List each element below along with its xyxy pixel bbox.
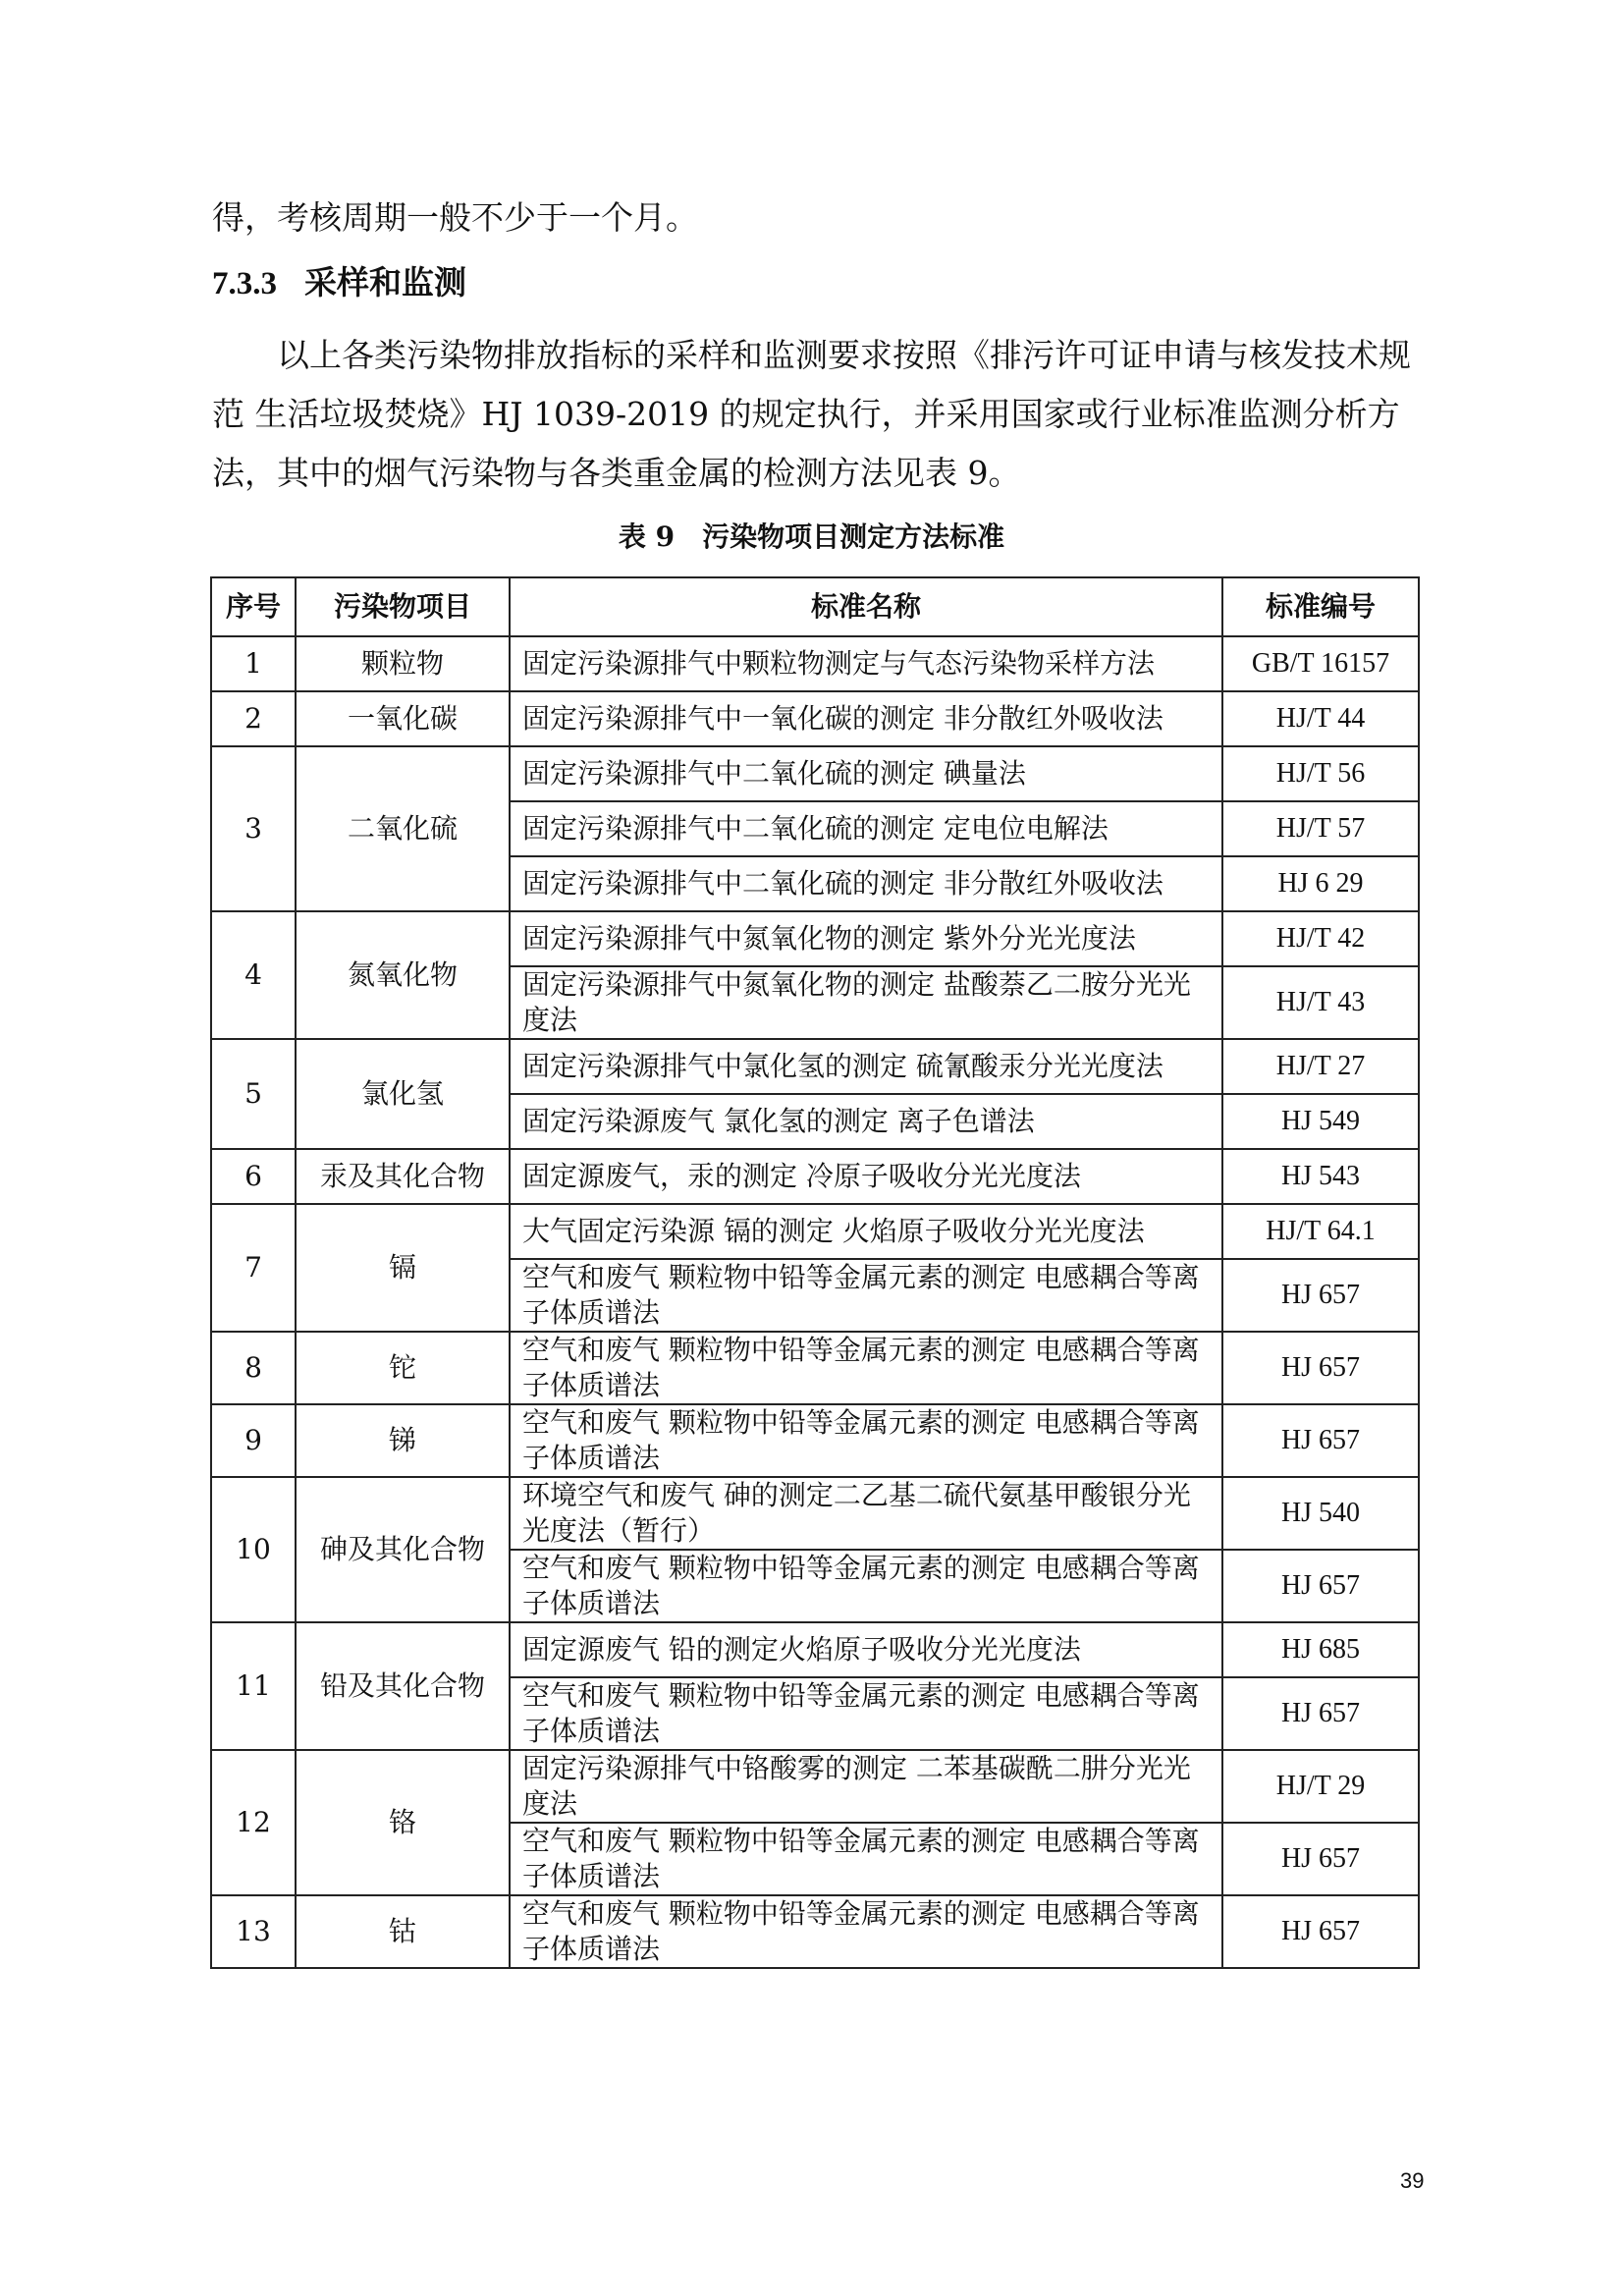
cell-serial: 7 xyxy=(211,1204,296,1332)
cell-standard-name: 固定污染源排气中二氧化硫的测定 定电位电解法 xyxy=(510,801,1222,856)
cell-serial: 4 xyxy=(211,911,296,1039)
cell-standard-code: HJ 657 xyxy=(1222,1332,1419,1404)
cell-pollutant: 氯化氢 xyxy=(296,1039,510,1149)
table-row xyxy=(211,1332,1419,1404)
cell-serial: 13 xyxy=(211,1895,296,1968)
cell-serial: 11 xyxy=(211,1622,296,1750)
cell-standard-name: 固定污染源排气中氯化氢的测定 硫氰酸汞分光光度法 xyxy=(510,1039,1222,1094)
table-row xyxy=(211,1895,1419,1968)
cell-serial: 1 xyxy=(211,636,296,691)
header-serial: 序号 xyxy=(211,577,296,636)
cell-standard-code: HJ 6 29 xyxy=(1222,856,1419,911)
table-row xyxy=(211,1622,1419,1677)
table-row xyxy=(211,1039,1419,1094)
paragraph-continuation: 得，考核周期一般不少于一个月。 xyxy=(212,198,698,237)
cell-standard-code: HJ/T 42 xyxy=(1222,911,1419,966)
cell-standard-name: 环境空气和废气 砷的测定二乙基二硫代氨基甲酸银分光光度法（暂行） xyxy=(510,1477,1222,1550)
cell-pollutant: 砷及其化合物 xyxy=(296,1477,510,1622)
cell-serial: 10 xyxy=(211,1477,296,1622)
cell-standard-code: HJ 657 xyxy=(1222,1677,1419,1750)
paragraph-body: 以上各类污染物排放指标的采样和监测要求按照《排污许可证申请与核发技术规范 生活垃圾焚烧》HJ 1039-2019 的规定执行，并采用国家或行业标准监测分析方法，其中的烟气污染物与各类重金属的检测方法见表 9。 xyxy=(212,336,1411,492)
section-title: 采样和监测 xyxy=(304,263,466,301)
table-caption: 表 9 污染物项目测定方法标准 xyxy=(618,520,1005,553)
cell-pollutant: 镉 xyxy=(296,1204,510,1332)
cell-standard-name: 空气和废气 颗粒物中铅等金属元素的测定 电感耦合等离子体质谱法 xyxy=(510,1823,1222,1895)
cell-standard-name: 固定污染源排气中氮氧化物的测定 紫外分光光度法 xyxy=(510,911,1222,966)
cell-standard-code: HJ/T 57 xyxy=(1222,801,1419,856)
cell-standard-code: HJ 657 xyxy=(1222,1404,1419,1477)
header-pollutant: 污染物项目 xyxy=(296,577,510,636)
cell-standard-code: HJ/T 43 xyxy=(1222,966,1419,1039)
cell-standard-name: 空气和废气 颗粒物中铅等金属元素的测定 电感耦合等离子体质谱法 xyxy=(510,1677,1222,1750)
table-row xyxy=(211,691,1419,746)
cell-standard-name: 空气和废气 颗粒物中铅等金属元素的测定 电感耦合等离子体质谱法 xyxy=(510,1332,1222,1404)
cell-standard-name: 空气和废气 颗粒物中铅等金属元素的测定 电感耦合等离子体质谱法 xyxy=(510,1404,1222,1477)
cell-pollutant: 氮氧化物 xyxy=(296,911,510,1039)
cell-serial: 2 xyxy=(211,691,296,746)
cell-standard-code: HJ 543 xyxy=(1222,1149,1419,1204)
cell-serial: 8 xyxy=(211,1332,296,1404)
cell-standard-name: 固定污染源废气 氯化氢的测定 离子色谱法 xyxy=(510,1094,1222,1149)
cell-pollutant: 铬 xyxy=(296,1750,510,1895)
section-number: 7.3.3 xyxy=(212,266,277,301)
cell-standard-code: HJ 685 xyxy=(1222,1622,1419,1677)
cell-serial: 12 xyxy=(211,1750,296,1895)
table-body xyxy=(211,636,1419,1968)
cell-standard-name: 固定污染源排气中氮氧化物的测定 盐酸萘乙二胺分光光度法 xyxy=(510,966,1222,1039)
table-row xyxy=(211,1404,1419,1477)
cell-standard-code: HJ 657 xyxy=(1222,1895,1419,1968)
table-row xyxy=(211,1477,1419,1550)
cell-standard-code: HJ/T 29 xyxy=(1222,1750,1419,1823)
cell-standard-name: 大气固定污染源 镉的测定 火焰原子吸收分光光度法 xyxy=(510,1204,1222,1259)
table-row xyxy=(211,1750,1419,1823)
cell-standard-name: 空气和废气 颗粒物中铅等金属元素的测定 电感耦合等离子体质谱法 xyxy=(510,1895,1222,1968)
cell-standard-name: 固定源废气 铅的测定火焰原子吸收分光光度法 xyxy=(510,1622,1222,1677)
table-row xyxy=(211,636,1419,691)
cell-standard-code: HJ 657 xyxy=(1222,1823,1419,1895)
cell-serial: 9 xyxy=(211,1404,296,1477)
cell-standard-code: GB/T 16157 xyxy=(1222,636,1419,691)
cell-standard-code: HJ/T 64.1 xyxy=(1222,1204,1419,1259)
cell-pollutant: 铅及其化合物 xyxy=(296,1622,510,1750)
cell-standard-name: 固定污染源排气中二氧化硫的测定 碘量法 xyxy=(510,746,1222,801)
section-heading xyxy=(212,253,466,313)
cell-serial: 3 xyxy=(211,746,296,911)
cell-standard-name: 固定源废气，汞的测定 冷原子吸收分光光度法 xyxy=(510,1149,1222,1204)
header-standard-code: 标准编号 xyxy=(1222,577,1419,636)
cell-standard-code: HJ/T 44 xyxy=(1222,691,1419,746)
page-number: 39 xyxy=(1400,2168,1425,2193)
cell-pollutant: 铊 xyxy=(296,1332,510,1404)
cell-pollutant: 汞及其化合物 xyxy=(296,1149,510,1204)
cell-standard-name: 固定污染源排气中颗粒物测定与气态污染物采样方法 xyxy=(510,636,1222,691)
cell-pollutant: 颗粒物 xyxy=(296,636,510,691)
cell-standard-code: HJ/T 56 xyxy=(1222,746,1419,801)
table-row xyxy=(211,911,1419,966)
table-row xyxy=(211,746,1419,801)
cell-pollutant: 二氧化硫 xyxy=(296,746,510,911)
table-row xyxy=(211,1149,1419,1204)
cell-pollutant: 锑 xyxy=(296,1404,510,1477)
cell-standard-name: 固定污染源排气中二氧化硫的测定 非分散红外吸收法 xyxy=(510,856,1222,911)
cell-serial: 5 xyxy=(211,1039,296,1149)
cell-standard-name: 固定污染源排气中铬酸雾的测定 二苯基碳酰二肼分光光度法 xyxy=(510,1750,1222,1823)
standards-table xyxy=(210,576,1420,1969)
cell-standard-code: HJ 657 xyxy=(1222,1259,1419,1332)
cell-standard-name: 空气和废气 颗粒物中铅等金属元素的测定 电感耦合等离子体质谱法 xyxy=(510,1550,1222,1622)
cell-serial: 6 xyxy=(211,1149,296,1204)
cell-pollutant: 钴 xyxy=(296,1895,510,1968)
cell-standard-code: HJ 540 xyxy=(1222,1477,1419,1550)
cell-standard-code: HJ 549 xyxy=(1222,1094,1419,1149)
cell-standard-code: HJ/T 27 xyxy=(1222,1039,1419,1094)
table-header-row xyxy=(211,577,1419,636)
cell-standard-name: 空气和废气 颗粒物中铅等金属元素的测定 电感耦合等离子体质谱法 xyxy=(510,1259,1222,1332)
cell-standard-code: HJ 657 xyxy=(1222,1550,1419,1622)
cell-pollutant: 一氧化碳 xyxy=(296,691,510,746)
table-row xyxy=(211,1204,1419,1259)
cell-standard-name: 固定污染源排气中一氧化碳的测定 非分散红外吸收法 xyxy=(510,691,1222,746)
header-standard-name: 标准名称 xyxy=(510,577,1222,636)
